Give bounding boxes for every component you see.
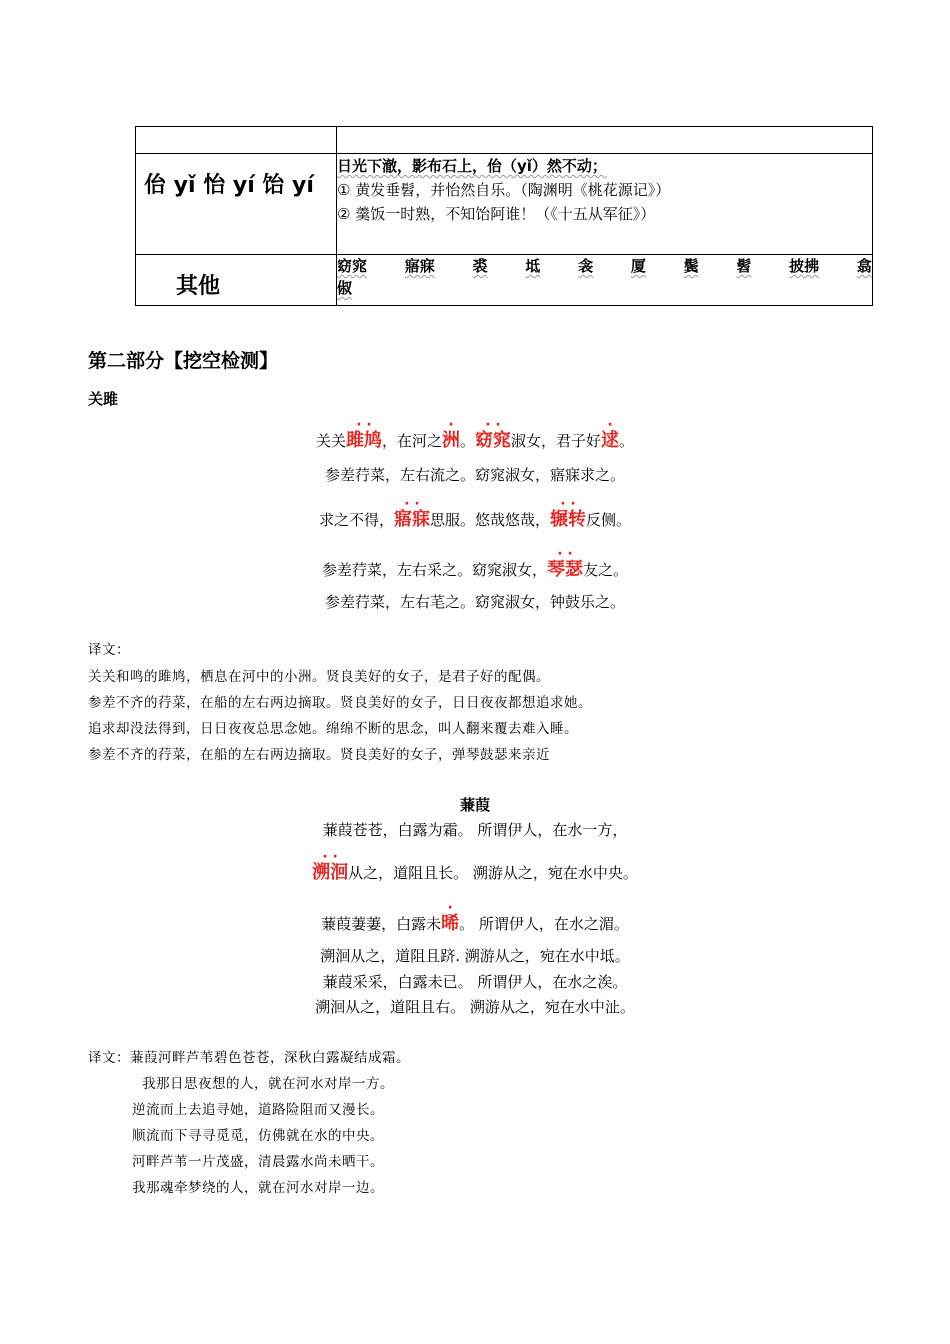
blank-answer: · · 琴瑟	[547, 559, 583, 580]
blank-answer: · · 窈窕	[475, 430, 511, 451]
word: 披拂	[789, 257, 820, 275]
text: 从之，道阻且长。 溯游从之，宛在水中央。	[348, 864, 638, 882]
blank-answer: · · 溯洄	[312, 862, 348, 883]
translation-line: 逆流而上去追寻她，道路险阻而又漫长。	[132, 1102, 384, 1118]
poem-line: 溯洄从之，道阻且右。 溯游从之，宛在水中沚。	[315, 998, 635, 1016]
text: 蒹葭萋萋，白露未	[321, 915, 442, 933]
poem-line	[0, 858, 950, 884]
poem-line: 蒹葭采采，白露未已。 所谓伊人，在水之涘。	[322, 973, 628, 991]
word: 衾	[578, 257, 594, 275]
table-cell	[337, 127, 873, 154]
word: 寤寐	[404, 257, 435, 275]
table-row	[136, 255, 873, 306]
row-heading-yi: 佁 yǐ 怡 yí 饴 yí	[144, 173, 314, 198]
table-row	[136, 154, 873, 255]
poem-line: 溯洄从之，道阻且跻. 溯游从之，宛在水中坻。	[320, 947, 630, 965]
text: 求之不得，	[318, 511, 394, 529]
section-title: 第二部分【挖空检测】	[88, 350, 279, 372]
word: 窈窕	[337, 257, 368, 275]
blank-answer: · · 寤寐	[394, 509, 430, 530]
translation-line: 顺流而下寻寻觅觅，仿佛就在水的中央。	[132, 1128, 384, 1144]
row-heading-others: 其他	[176, 274, 221, 299]
translation-label: 译文：	[88, 642, 130, 658]
poem-line	[0, 505, 950, 531]
blank-answer: · · 雎鸠	[346, 430, 382, 451]
example-line: 日光下澈，影布石上，佁（yǐ）然不动；	[337, 157, 607, 175]
vocab-table	[135, 126, 873, 306]
poem-line: 参差荇菜，左右流之。窈窕淑女，寤寐求之。	[324, 466, 625, 484]
table-cell	[136, 255, 337, 306]
word: 髫	[736, 257, 752, 275]
table-cell	[337, 154, 873, 255]
word: 裘	[472, 257, 488, 275]
poem-line: 参差荇菜，左右芼之。窈窕淑女，钟鼓乐之。	[324, 593, 625, 611]
blank-answer: 洲	[441, 430, 460, 451]
word: 坻	[525, 257, 541, 275]
poem-line	[0, 426, 950, 452]
text: 反侧。	[586, 511, 632, 529]
table-cell	[136, 154, 337, 255]
others-words	[337, 255, 872, 277]
translation-line: 河畔芦苇一片茂盛，清晨露水尚未晒干。	[132, 1154, 384, 1170]
example-line: ① 黄发垂髫，并怡然自乐。（陶渊明《桃花源记》）	[337, 181, 671, 199]
poem-line	[0, 555, 950, 581]
text: 淑女，君子好	[511, 432, 602, 450]
word: 翕	[856, 257, 872, 275]
poem-title-guanju: 关雎	[88, 390, 119, 408]
translation-line: 我那魂牵梦绕的人，就在河水对岸一边。	[132, 1180, 384, 1196]
blank-answer: 晞	[441, 913, 460, 934]
translation-line: 译文：蒹葭河畔芦苇碧色苍苍，深秋白露凝结成霜。	[88, 1050, 410, 1066]
text: 友之。	[583, 561, 629, 579]
word: 俶	[337, 279, 353, 297]
table-cell	[337, 255, 873, 306]
example-line: ② 羹饭一时熟，不知饴阿谁！（《十五从军征》）	[337, 205, 656, 223]
word: 鬓	[683, 257, 699, 275]
blank-answer: 逑	[601, 430, 620, 451]
translation-line: 我那日思夜想的人，就在河水对岸一方。	[142, 1076, 394, 1092]
text: 。	[459, 432, 475, 450]
translation-line: 参差不齐的荇菜，在船的左右两边摘取。贤良美好的女子，日日夜夜都想追求她。	[88, 695, 592, 711]
table-row	[136, 127, 873, 154]
poem-line	[0, 909, 950, 935]
poem-line: 蒹葭苍苍，白露为霜。 所谓伊人，在水一方，	[322, 821, 628, 839]
text: 思服。悠哉悠哉，	[429, 511, 550, 529]
text: 。 所谓伊人，在水之湄。	[459, 915, 629, 933]
text: 。	[619, 432, 635, 450]
text: ，在河之	[381, 432, 442, 450]
poem-title-jianjia: 蒹葭	[459, 796, 490, 814]
table-cell	[136, 127, 337, 154]
translation-line: 追求却没法得到，日日夜夜总思念她。绵绵不断的思念，叫人翻来覆去难入睡。	[88, 721, 578, 737]
translation-line: 关关和鸣的雎鸠，栖息在河中的小洲。贤良美好的女子，是君子好的配偶。	[88, 669, 550, 685]
text: 参差荇菜，左右采之。窈窕淑女，	[321, 561, 547, 579]
text: 关关	[315, 432, 346, 450]
translation-line: 参差不齐的荇菜，在船的左右两边摘取。贤良美好的女子，弹琴鼓瑟来亲近	[88, 747, 550, 763]
blank-answer: · · 辗转	[550, 509, 586, 530]
word: 厦	[630, 257, 646, 275]
